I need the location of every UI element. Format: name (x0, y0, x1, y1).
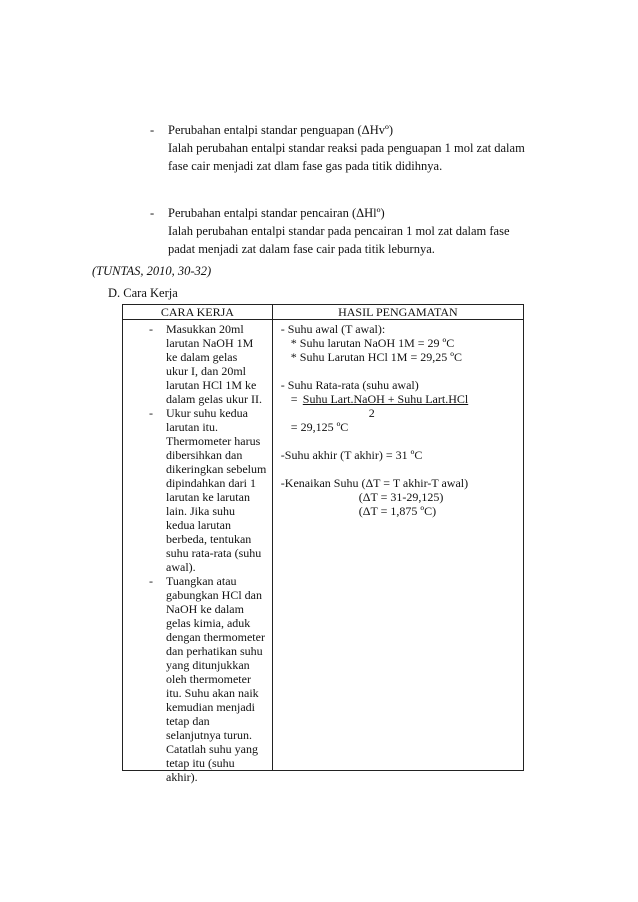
cara-kerja-line: ke dalam gelas (166, 350, 238, 364)
cara-kerja-line: Ukur suhu kedua (166, 406, 248, 420)
cara-kerja-line: Catatlah suhu yang (166, 742, 258, 756)
bullet-dash: - (150, 206, 155, 220)
cara-kerja-line: dikeringkan sebelum (166, 462, 267, 476)
suhu-rata-divisor: 2 (368, 406, 375, 420)
cara-kerja-line: awal). (166, 560, 196, 574)
suhu-awal-naoh: * Suhu larutan NaOH 1M = 29 ºC (290, 336, 455, 350)
suhu-rata-title: - Suhu Rata-rata (suhu awal) (280, 378, 419, 392)
cara-kerja-line: selanjutnya turun. (166, 728, 252, 742)
cara-kerja-line: kedua larutan (166, 518, 231, 532)
cara-kerja-line: suhu rata-rata (suhu (166, 546, 262, 560)
penguapan-line-1: Ialah perubahan entalpi standar reaksi pada penguapan 1 mol zat dalam (168, 141, 525, 155)
cara-kerja-cell (123, 320, 273, 784)
cara-kerja-line: ukur I, dan 20ml (166, 364, 246, 378)
cara-kerja-line: oleh thermometer (166, 672, 251, 686)
cara-kerja-line: larutan NaOH 1M (166, 336, 254, 350)
cara-kerja-line: tetap dan (166, 714, 210, 728)
suhu-rata-eq: = (290, 392, 298, 406)
suhu-awal-hcl: * Suhu Larutan HCl 1M = 29,25 ºC (290, 350, 462, 364)
cara-kerja-line: Masukkan 20ml (166, 322, 244, 336)
kenaikan-suhu-title: -Kenaikan Suhu (ΔT = T akhir-T awal) (280, 476, 469, 490)
penguapan-title: Perubahan entalpi standar penguapan (ΔHvº) (168, 123, 394, 137)
cara-kerja-line: lain. Jika suhu (166, 504, 235, 518)
cara-kerja-line: NaOH ke dalam (166, 602, 244, 616)
cara-kerja-line: dan perhatikan suhu (166, 644, 263, 658)
cara-kerja-line: larutan ke larutan (166, 490, 250, 504)
kenaikan-suhu-calc: (ΔT = 31-29,125) (358, 490, 444, 504)
cara-kerja-line: yang ditunjukkan (166, 658, 250, 672)
citation: (TUNTAS, 2010, 30-32) (92, 264, 212, 278)
table-header-row (123, 305, 524, 320)
cara-kerja-line: larutan HCl 1M ke (166, 378, 257, 392)
cara-kerja-line: larutan itu. (166, 420, 218, 434)
suhu-akhir: -Suhu akhir (T akhir) = 31 ºC (280, 448, 423, 462)
pencairan-title: Perubahan entalpi standar pencairan (ΔHlº) (168, 206, 385, 220)
cara-kerja-line: tetap itu (suhu (166, 756, 235, 770)
step-dash: - (149, 322, 153, 336)
cara-kerja-line: kemudian menjadi (166, 700, 255, 714)
cara-kerja-line: berbeda, tentukan (166, 532, 252, 546)
cara-kerja-line: akhir). (166, 770, 198, 784)
table-row (123, 320, 524, 771)
cara-kerja-line: Thermometer harus (166, 434, 261, 448)
pencairan-line-1: Ialah perubahan entalpi standar pada pencairan 1 mol zat dalam fase (168, 224, 510, 238)
cara-kerja-line: dipindahkan dari 1 (166, 476, 256, 490)
penguapan-line-2: fase cair menjadi zat dlam fase gas pada titik didihnya. (168, 159, 443, 173)
hasil-pengamatan-cell (272, 320, 523, 771)
suhu-rata-result: = 29,125 ºC (290, 420, 349, 434)
bullet-dash: - (150, 123, 155, 137)
suhu-awal-title: - Suhu awal (T awal): (280, 322, 386, 336)
cara-kerja-line: gelas kimia, aduk (166, 616, 251, 630)
cara-kerja-line: dibersihkan dan (166, 448, 243, 462)
suhu-rata-formula: Suhu Lart.NaOH + Suhu Lart.HCl (302, 392, 469, 406)
step-dash: - (149, 574, 153, 588)
header-cara-kerja: CARA KERJA (123, 305, 273, 320)
cara-kerja-line: Tuangkan atau (166, 574, 237, 588)
pencairan-line-2: padat menjadi zat dalam fase cair pada titik leburnya. (168, 242, 435, 256)
step-dash: - (149, 406, 153, 420)
cara-kerja-line: dengan thermometer (166, 630, 265, 644)
header-hasil-pengamatan: HASIL PENGAMATAN (272, 305, 523, 320)
cara-kerja-line: itu. Suhu akan naik (166, 686, 259, 700)
cara-kerja-table (122, 304, 524, 784)
section-heading: D. Cara Kerja (108, 286, 178, 300)
cara-kerja-line: dalam gelas ukur II. (166, 392, 262, 406)
kenaikan-suhu-result: (ΔT = 1,875 ºC) (358, 504, 437, 518)
cara-kerja-line: gabungkan HCl dan (166, 588, 262, 602)
